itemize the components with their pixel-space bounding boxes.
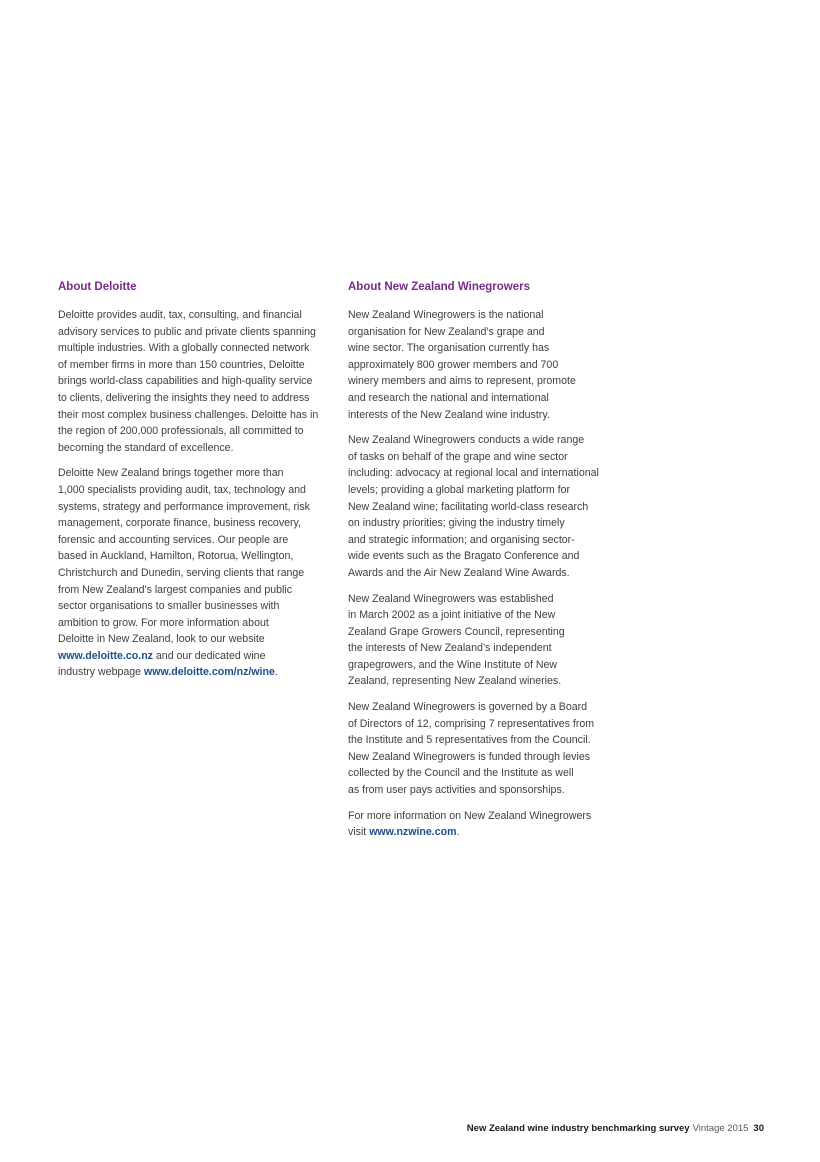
text-line: brings world-class capabilities and high-quality service: [58, 375, 313, 388]
text-line: approximately 800 grower members and 700: [348, 358, 559, 371]
nzwine-website-link[interactable]: www.nzwine.com: [369, 826, 457, 839]
winegrowers-paragraph-2: [348, 432, 620, 581]
text-line: Deloitte in New Zealand, look to our website: [58, 633, 265, 646]
link-leading-text: industry webpage: [58, 666, 144, 679]
about-nz-winegrowers-section: [348, 279, 620, 850]
text-line: Zealand Grape Growers Council, representing: [348, 625, 565, 638]
link-trailing-text: .: [456, 826, 460, 839]
text-line: wine sector. The organisation currently has: [348, 342, 550, 355]
deloitte-wine-webpage-link[interactable]: www.deloitte.com/nz/wine: [143, 666, 275, 679]
winegrowers-paragraph-5: [348, 808, 620, 841]
text-line: and research the national and international: [348, 391, 549, 404]
text-line: 1,000 specialists providing audit, tax, technology and: [58, 483, 306, 496]
about-deloitte-section: [58, 279, 326, 690]
text-line: Deloitte New Zealand brings together more than: [58, 467, 284, 480]
text-line: management, corporate finance, business recovery,: [58, 517, 301, 530]
page-footer: [467, 1123, 764, 1134]
footer-report-title: New Zealand wine industry benchmarking survey: [466, 1123, 690, 1134]
link-trailing-text: and our dedicated wine: [152, 649, 266, 662]
text-line: New Zealand wine; facilitating world-class research: [348, 500, 589, 513]
text-line: For more information on New Zealand Winegrowers: [348, 809, 592, 822]
text-line: multiple industries. With a globally connected network: [58, 342, 310, 355]
text-line: the region of 200,000 professionals, all committed to: [58, 425, 304, 438]
text-line: based in Auckland, Hamilton, Rotorua, Wellington,: [58, 550, 294, 563]
text-line: ambition to grow. For more information about: [58, 616, 269, 629]
text-line: of Directors of 12, comprising 7 representatives from: [348, 717, 595, 730]
text-line: levels; providing a global marketing platform for: [348, 483, 570, 496]
text-line: from New Zealand's largest companies and public: [58, 583, 293, 596]
text-line: New Zealand Winegrowers is the national: [348, 309, 544, 321]
winegrowers-paragraph-3: [348, 591, 620, 691]
text-line: the interests of New Zealand’s independent: [348, 642, 552, 655]
winegrowers-paragraph-1: [348, 307, 620, 423]
text-line: New Zealand Winegrowers is funded through levies: [348, 750, 591, 763]
text-line: organisation for New Zealand’s grape and: [348, 325, 545, 338]
text-line: systems, strategy and performance improvement, risk: [58, 500, 310, 513]
text-line: on industry priorities; giving the industry timely: [348, 517, 565, 530]
text-line: sector organisations to smaller businesses with: [58, 600, 280, 613]
page-number: 30: [753, 1123, 764, 1134]
text-line: wide events such as the Bragato Conference and: [348, 550, 580, 563]
link-trailing-text: .: [274, 666, 278, 679]
text-line: New Zealand Winegrowers is governed by a Board: [348, 701, 588, 714]
text-line: [348, 824, 620, 841]
text-line: advisory services to public and private clients spanning: [58, 325, 316, 338]
text-line: New Zealand Winegrowers conducts a wide range: [348, 434, 585, 447]
text-line: Zealand, representing New Zealand wineries.: [348, 675, 562, 688]
text-line: Christchurch and Dunedin, serving clients that range: [58, 566, 305, 579]
text-line: to clients, delivering the insights they need to address: [58, 391, 310, 404]
about-nz-winegrowers-heading: About New Zealand Winegrowers: [348, 281, 531, 293]
text-line: grapegrowers, and the Wine Institute of New: [348, 658, 558, 671]
text-line: New Zealand Winegrowers was established: [348, 592, 554, 605]
text-line: of member firms in more than 150 countries, Deloitte: [58, 358, 305, 371]
text-line: winery members and aims to represent, promote: [348, 375, 576, 388]
text-line: including: advocacy at regional local and international: [348, 467, 599, 480]
footer-vintage: Vintage 2015: [692, 1123, 749, 1134]
text-line: and strategic information; and organising sector-: [348, 533, 575, 546]
text-line: forensic and accounting services. Our people are: [58, 533, 289, 546]
text-line: Awards and the Air New Zealand Wine Awards.: [348, 566, 570, 579]
text-line: [58, 664, 326, 681]
text-line: interests of the New Zealand wine industry.: [348, 408, 550, 421]
about-deloitte-heading: About Deloitte: [58, 281, 137, 293]
text-line: Deloitte provides audit, tax, consulting, and financial: [58, 309, 302, 321]
text-line: becoming the standard of excellence.: [58, 441, 234, 454]
text-line: the Institute and 5 representatives from the Council.: [348, 734, 591, 747]
deloitte-paragraph-1: [58, 307, 326, 456]
deloitte-paragraph-2: [58, 465, 326, 681]
text-line: of tasks on behalf of the grape and wine sector: [348, 450, 568, 463]
winegrowers-paragraph-4: [348, 699, 620, 799]
text-line: [58, 648, 326, 665]
deloitte-website-link[interactable]: www.deloitte.co.nz: [58, 649, 153, 662]
text-line: as from user pays activities and sponsorships.: [348, 784, 565, 797]
link-leading-text: visit: [348, 826, 370, 839]
text-line: their most complex business challenges. Deloitte has in: [58, 408, 319, 421]
text-line: collected by the Council and the Institute as well: [348, 767, 574, 780]
text-line: in March 2002 as a joint initiative of the New: [348, 609, 556, 622]
